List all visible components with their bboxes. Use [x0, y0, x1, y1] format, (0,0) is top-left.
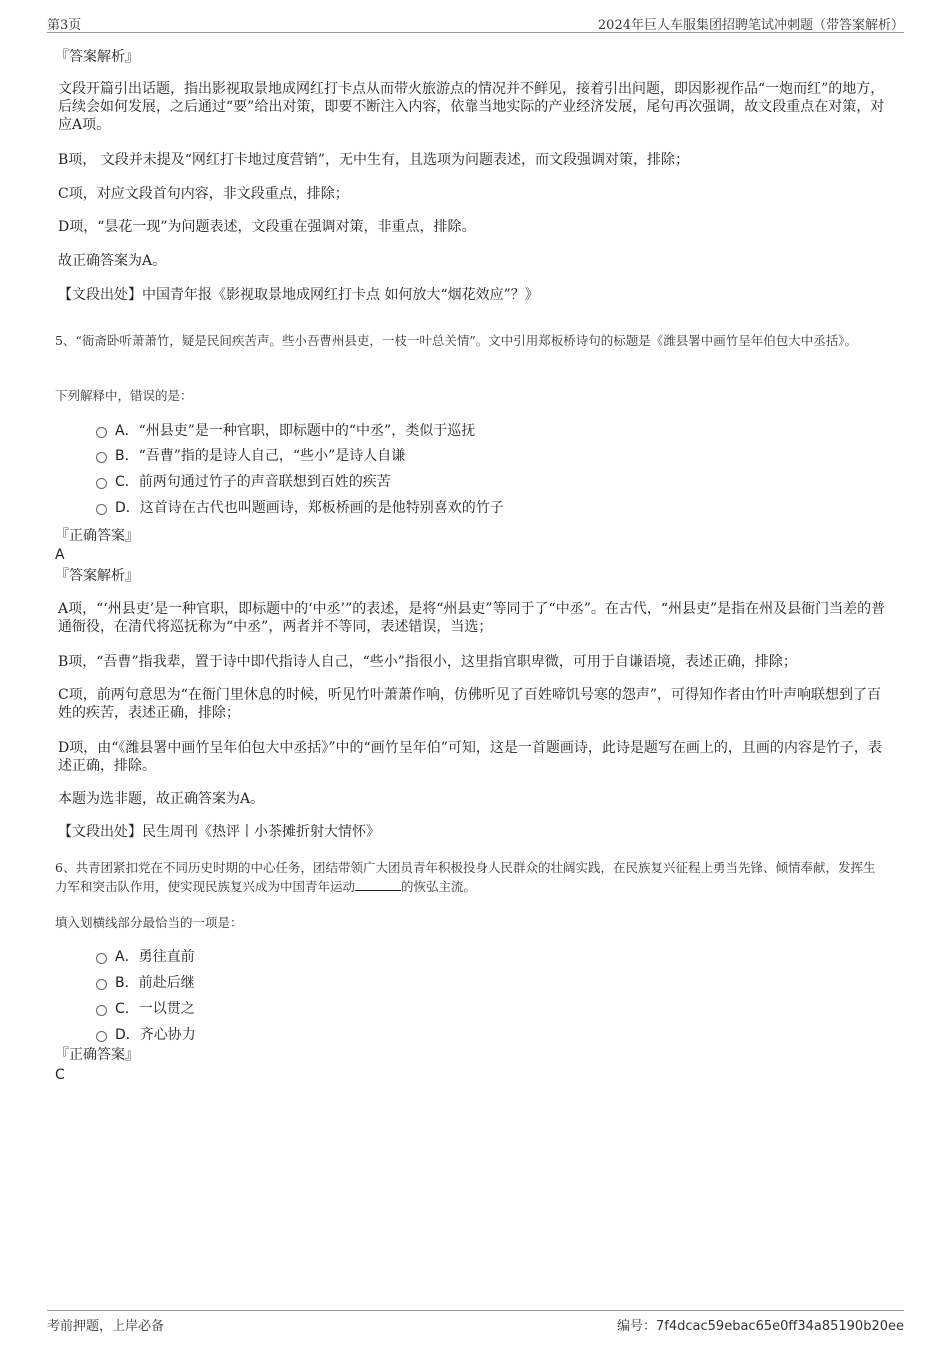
- option-key: A．: [115, 949, 139, 965]
- q5-analysis-d: D项，由“《潍县署中画竹呈年伯包大中丞括》”中的“画竹呈年伯”可知，这是一首题画诗，此诗是题写在画上的，且画的内容是竹子，表述正确，排除。: [58, 740, 882, 774]
- q5-analysis-c: C项，前两句意思为“在衙门里休息的时候，听见竹叶萧萧作响，仿佛听见了百姓啼饥号寒的怨声”，可得知作者由竹叶声响联想到了百姓的疾苦，表述正确，排除；: [58, 687, 882, 721]
- q5-stem: 5、“衙斋卧听萧萧竹，疑是民间疾苦声。些小吾曹州县吏，一枝一叶总关情”。文中引用郑板桥诗句的标题是《潍县署中画竹呈年伯包大中丞括》。: [55, 333, 857, 348]
- q4-analysis-p2: B项， 文段并未提及“网红打卡地过度营销”，无中生有，且选项为问题表述，而文段强调对策，排除；: [58, 152, 690, 168]
- q6-subquestion: 填入划横线部分最恰当的一项是：: [55, 915, 243, 930]
- radio-icon[interactable]: [96, 504, 107, 515]
- option-key: B．: [115, 975, 139, 991]
- radio-icon[interactable]: [96, 452, 107, 463]
- option-key: B．: [115, 448, 139, 464]
- option-text: 这首诗在古代也叫题画诗，郑板桥画的是他特别喜欢的竹子: [139, 500, 504, 516]
- q4-analysis-label: 『答案解析』: [55, 49, 139, 65]
- q5-answer-label: 『正确答案』: [55, 528, 139, 544]
- radio-icon[interactable]: [96, 1031, 107, 1042]
- code-value: 7f4dcac59ebac65e0ff34a85190b20ee: [656, 1319, 904, 1334]
- q5-conclusion: 本题为选非题，故正确答案为A。: [58, 791, 265, 807]
- option-key: D．: [115, 1027, 140, 1043]
- q6-option-a[interactable]: [96, 948, 195, 966]
- q4-analysis-p1: 文段开篇引出话题，指出影视取景地成网红打卡点从而带火旅游点的情况并不鲜见，接着引出问题，即因影视作品“一炮而红”的地方，后续会如何发展，之后通过“要”给出对策，即要不断注入内容，依靠当地实际的产业经济发展，尾句再次强调，故文段重点在对策，对应A项。: [58, 81, 885, 133]
- document-code: [617, 1315, 904, 1334]
- q6-option-b[interactable]: [96, 974, 195, 992]
- option-text: 一以贯之: [138, 1001, 195, 1017]
- radio-icon[interactable]: [96, 427, 107, 438]
- option-text: “吾曹”指的是诗人自己，“些小”是诗人自谦: [138, 448, 406, 464]
- q6-stem-part1: 6、共青团紧扣党在不同历史时期的中心任务，团结带领广大团员青年积极投身人民群众的壮阔实践，在民族复兴征程上勇当先锋、倾情奉献，发挥生力军和突击队作用，使实现民族复兴成为中国青年运动: [55, 860, 876, 894]
- q5-source: 【文段出处】民生周刊《热评丨小茶摊折射大情怀》: [58, 824, 380, 840]
- q4-analysis-p4: D项，“昙花一现”为问题表述，文段重在强调对策，非重点，排除。: [58, 219, 476, 235]
- q6-stem: [55, 858, 885, 896]
- q5-analysis-label: 『答案解析』: [55, 568, 139, 584]
- q4-analysis-p3: C项，对应文段首句内容，非文段重点，排除；: [58, 186, 349, 202]
- option-text: “州县吏”是一种官职，即标题中的“中丞”，类似于巡抚: [138, 423, 476, 439]
- q5-option-a[interactable]: [96, 422, 475, 440]
- option-text: 齐心协力: [139, 1027, 196, 1043]
- document-title: 2024年巨人车服集团招聘笔试冲刺题（带答案解析）: [597, 18, 904, 33]
- q5-option-b[interactable]: [96, 447, 405, 465]
- footer-slogan: 考前押题，上岸必备: [47, 1319, 165, 1334]
- radio-icon[interactable]: [96, 979, 107, 990]
- q5-option-d[interactable]: [96, 499, 504, 517]
- q6-option-c[interactable]: [96, 1000, 195, 1018]
- option-key: C．: [115, 474, 139, 490]
- q5-analysis-a: A项，“‘州县吏’是一种官职，即标题中的‘中丞’”的表述，是将“州县吏”等同于了“中丞”。在古代，“州县吏”是指在州及县衙门当差的普通衙役，在清代将巡抚称为“中丞”，两者并不等同，表述错误，当选；: [58, 601, 886, 635]
- option-text: 勇往直前: [138, 949, 195, 965]
- q6-option-d[interactable]: [96, 1026, 196, 1044]
- code-label: 编号：: [617, 1319, 657, 1334]
- page-header: [47, 14, 904, 33]
- q6-answer: C: [55, 1067, 65, 1083]
- q5-option-c[interactable]: [96, 473, 391, 491]
- radio-icon[interactable]: [96, 953, 107, 964]
- q6-stem-part2: 的恢弘主流。: [401, 879, 477, 894]
- radio-icon[interactable]: [96, 478, 107, 489]
- fill-blank: [355, 878, 401, 891]
- page-number: 第3页: [47, 18, 82, 33]
- option-text: 前赴后继: [138, 975, 195, 991]
- option-text: 前两句通过竹子的声音联想到百姓的疾苦: [138, 474, 391, 490]
- q5-subquestion: 下列解释中，错误的是：: [55, 388, 193, 403]
- option-key: D．: [115, 500, 140, 516]
- radio-icon[interactable]: [96, 1005, 107, 1016]
- page-footer: [47, 1310, 904, 1333]
- q5-answer: A: [55, 547, 65, 563]
- option-key: C．: [115, 1001, 139, 1017]
- q4-conclusion: 故正确答案为A。: [58, 253, 167, 269]
- q4-source: 【文段出处】中国青年报《影视取景地成网红打卡点 如何放大“烟花效应”？》: [58, 287, 539, 303]
- q5-analysis-b: B项，“吾曹”指我辈，置于诗中即代指诗人自己，“些小”指很小，这里指官职卑微，可用于自谦语境，表述正确，排除；: [58, 654, 797, 670]
- q6-answer-label: 『正确答案』: [55, 1047, 139, 1063]
- option-key: A．: [115, 423, 139, 439]
